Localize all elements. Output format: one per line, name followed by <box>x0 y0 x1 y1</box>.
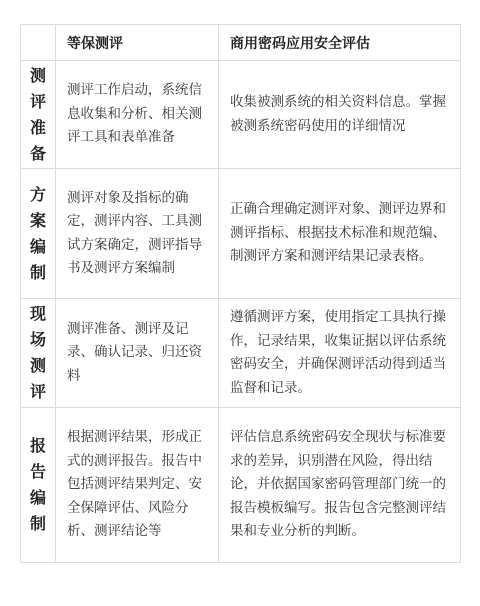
stage-char: 方 <box>29 184 46 204</box>
header-mima: 商用密码应用安全评估 <box>219 25 461 61</box>
stage-label-cell <box>21 299 56 408</box>
table-row <box>21 61 461 169</box>
table-row <box>21 408 461 563</box>
stage-char: 案 <box>29 210 46 230</box>
dengbao-cell: 根据测评结果，形成正式的测评报告。报告中包括测评结果判定、安全保障评估、风险分析、测评结论等 <box>56 408 219 563</box>
dengbao-cell: 测评工作启动，系统信息收集和分析、相关测评工具和表单准备 <box>56 61 219 169</box>
table-row <box>21 299 461 408</box>
mima-cell: 正确合理确定测评对象、测评边界和测评指标、根据技术标准和规范编、制测评方案和测评结果记录表格。 <box>219 169 461 299</box>
mima-cell: 遵循测评方案，使用指定工具执行操作，记录结果，收集证据以评估系统密码安全，并确保测评活动得到适当监督和记录。 <box>219 299 461 408</box>
comparison-table <box>20 24 461 563</box>
stage-char: 制 <box>29 514 46 533</box>
stage-char: 编 <box>29 488 46 507</box>
stage-label-cell <box>21 408 56 563</box>
stage-char: 评 <box>29 91 46 111</box>
stage-char: 报 <box>29 436 46 455</box>
dengbao-cell: 测评对象及指标的确定，测评内容、工具测试方案确定，测评指导书及测评方案编制 <box>56 169 219 299</box>
mima-cell: 收集被测系统的相关资料信息。掌握被测系统密码使用的详细情况 <box>219 61 461 169</box>
stage-char: 现 <box>29 304 46 323</box>
stage-label-cell <box>21 61 56 169</box>
comparison-table-container <box>20 24 460 563</box>
stage-char: 测 <box>29 65 46 85</box>
header-dengbao: 等保测评 <box>56 25 219 61</box>
header-corner-cell <box>21 25 56 61</box>
header-row <box>21 25 461 61</box>
stage-char: 告 <box>29 462 46 481</box>
table-row <box>21 169 461 299</box>
stage-char: 场 <box>29 330 46 349</box>
stage-char: 编 <box>29 236 46 256</box>
stage-char: 评 <box>29 382 46 401</box>
stage-label-cell <box>21 169 56 299</box>
stage-char: 备 <box>29 143 46 163</box>
stage-char: 准 <box>29 117 46 137</box>
dengbao-cell: 测评准备、测评及记录、确认记录、归还资料 <box>56 299 219 408</box>
stage-char: 测 <box>29 356 46 375</box>
stage-char: 制 <box>29 262 46 282</box>
mima-cell: 评估信息系统密码安全现状与标准要求的差异，识别潜在风险，得出结论，并依据国家密码管理部门统一的报告模板编写。报告包含完整测评结果和专业分析的判断。 <box>219 408 461 563</box>
